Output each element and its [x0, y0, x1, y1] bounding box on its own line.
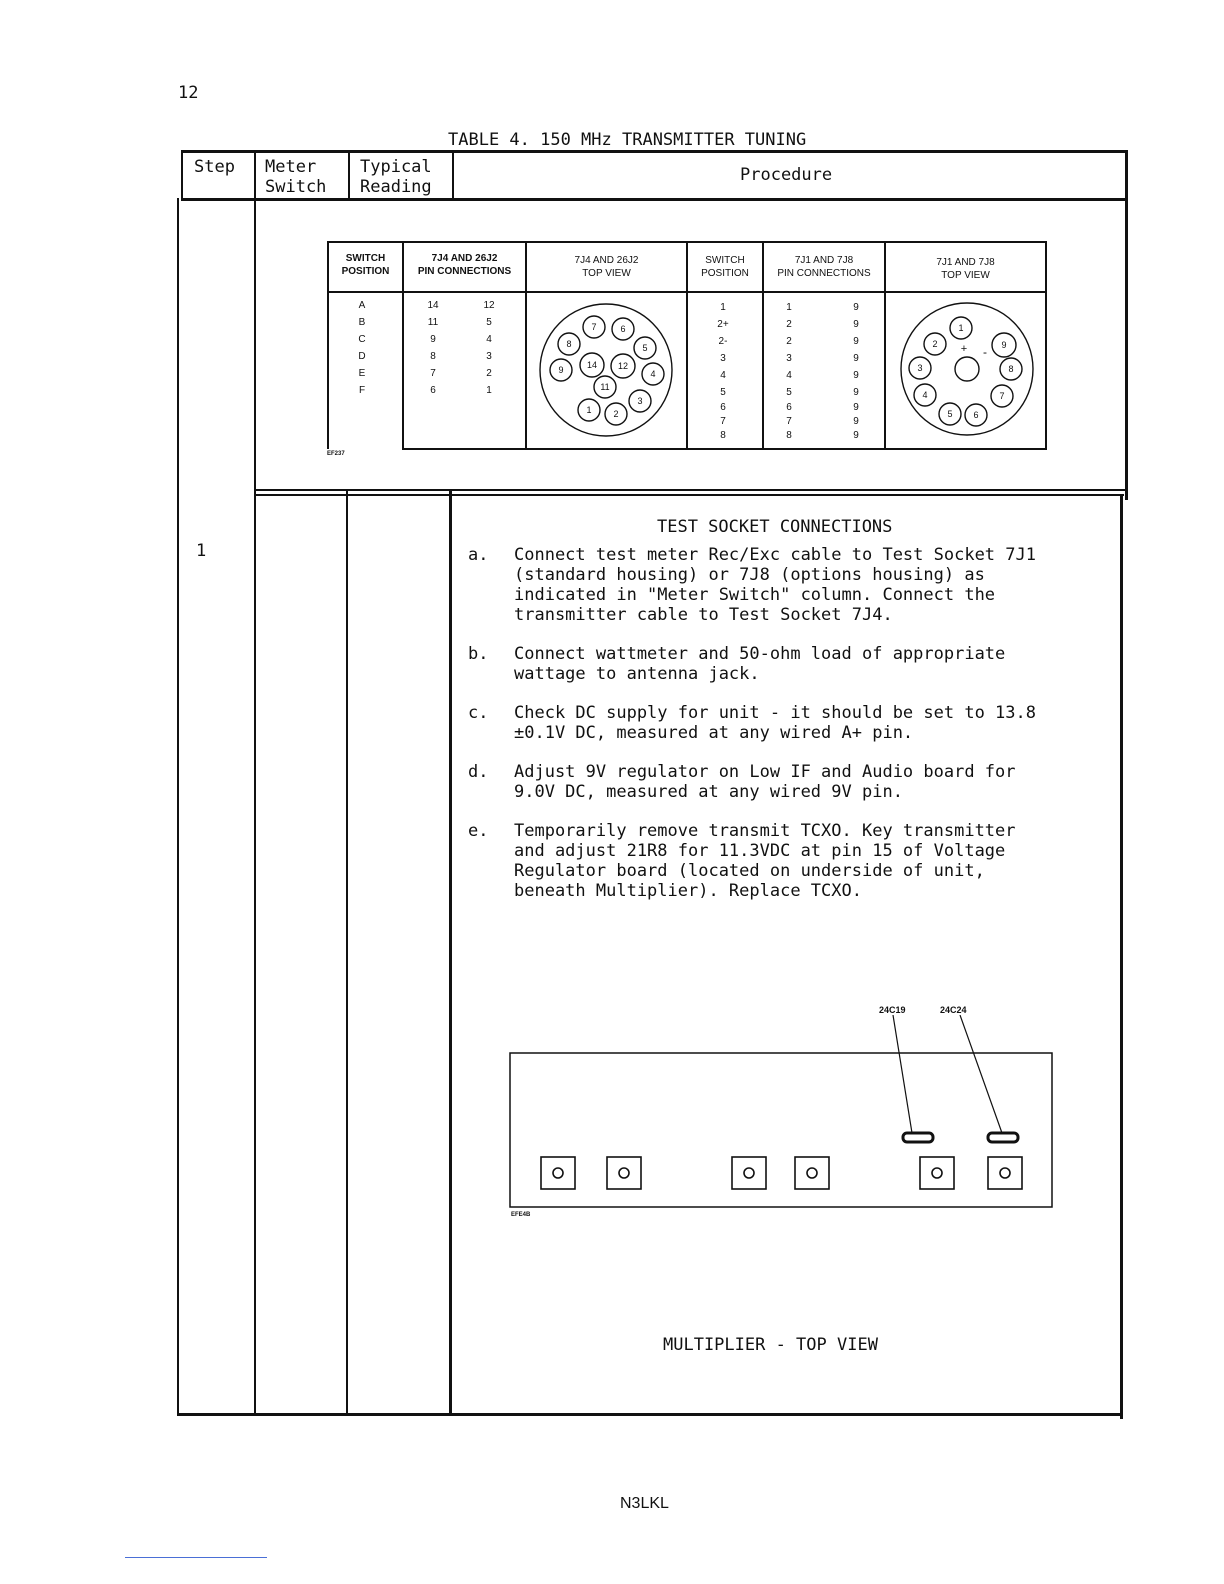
pin-8: 8	[1008, 364, 1014, 374]
pin-11: 11	[600, 382, 610, 392]
label-24c19: 24C19	[879, 1005, 906, 1015]
minus-sign: -	[983, 345, 987, 359]
pin-1: 1	[586, 405, 592, 415]
capacitor-24c19	[903, 1133, 933, 1142]
step-b-text: Connect wattmeter and 50-ohm load of appropriate wattage to antenna jack.	[514, 644, 1006, 684]
right-pins-b: 9 9 9 9 9 9 9 9 9	[853, 302, 859, 441]
pin-5: 5	[642, 343, 648, 353]
multiplier-board	[510, 1053, 1052, 1207]
step-c-letter: c.	[468, 703, 489, 723]
pin-14: 14	[586, 360, 598, 370]
label-24c24: 24C24	[940, 1005, 967, 1015]
header-step: Step	[194, 157, 235, 177]
step-number: 1	[196, 541, 207, 561]
header-procedure: Procedure	[740, 165, 833, 185]
col-7j1-top-view: 7J1 AND 7J8 TOP VIEW	[936, 257, 995, 281]
pin-3: 3	[917, 363, 923, 373]
pin-6: 6	[620, 324, 626, 334]
pin-5: 5	[947, 409, 953, 419]
col-7j1-pin-connections: 7J1 AND 7J8 PIN CONNECTIONS	[777, 255, 871, 279]
left-pins-b: 12 5 4 3 2 1	[483, 300, 495, 396]
pin-2: 2	[613, 409, 619, 419]
step-b-letter: b.	[468, 644, 489, 664]
left-positions: A B C D E F	[358, 300, 366, 396]
step-a-letter: a.	[468, 545, 489, 565]
pin-12: 12	[617, 361, 629, 371]
col-switch-position-right: SWITCH POSITION	[701, 255, 749, 279]
step-d-text: Adjust 9V regulator on Low IF and Audio board for 9.0V DC, measured at any wired 9V pin.	[514, 762, 1016, 802]
multiplier-diagram	[505, 1015, 1060, 1215]
right-positions: 1 2+ 2- 3 4 5 6 7 8	[717, 302, 729, 441]
header-typical-reading: Typical Reading	[360, 157, 432, 197]
page-number: 12	[178, 83, 199, 103]
footer-rule	[125, 1557, 267, 1558]
pin-2: 2	[932, 339, 938, 349]
diagram-ref: EFE4B	[511, 1212, 531, 1218]
pin-table-ref: EF237	[327, 451, 345, 457]
step-e-text: Temporarily remove transmit TCXO. Key transmitter and adjust 21R8 for 11.3VDC at pin 15 of Voltage Regulator board (located on underside of unit, beneath Multiplier). Replace TCXO.	[514, 821, 1016, 901]
step-c-text: Check DC supply for unit - it should be set to 13.8 ±0.1V DC, measured at any wired A+ pin.	[514, 703, 1036, 743]
step-e-letter: e.	[468, 821, 489, 841]
pin-3: 3	[637, 396, 643, 406]
socket-7j4-diagram	[527, 295, 686, 447]
pin-4: 4	[922, 390, 928, 400]
step-a-text: Connect test meter Rec/Exc cable to Test Socket 7J1 (standard housing) or 7J8 (options housing) as indicated in "Meter Switch" column. Connect the transmitter cable to Test Socket 7J4.	[514, 545, 1036, 625]
pin-8: 8	[566, 339, 572, 349]
left-pins-a: 14 11 9 8 7 6	[427, 300, 439, 396]
header-meter-switch: Meter Switch	[265, 157, 327, 197]
pin-4: 4	[650, 369, 656, 379]
diagram-caption: MULTIPLIER - TOP VIEW	[663, 1335, 878, 1355]
socket-7j1-diagram	[886, 295, 1045, 447]
pin-6: 6	[973, 410, 979, 420]
col-7j4-top-view: 7J4 AND 26J2 TOP VIEW	[574, 255, 639, 279]
pin-9: 9	[1001, 340, 1007, 350]
section-heading: TEST SOCKET CONNECTIONS	[657, 517, 893, 537]
pin-7: 7	[999, 391, 1005, 401]
col-7j4-pin-connections: 7J4 AND 26J2 PIN CONNECTIONS	[417, 253, 512, 277]
pin-1: 1	[958, 323, 964, 333]
footer-callsign: N3LKL	[620, 1495, 669, 1512]
leader-24c19	[893, 1015, 912, 1133]
pin-9: 9	[558, 365, 564, 375]
col-switch-position-left: SWITCH POSITION	[341, 253, 390, 277]
right-pins-a: 1 2 2 3 4 5 6 7 8	[786, 302, 792, 441]
plus-sign: +	[960, 343, 968, 355]
pin-7: 7	[591, 322, 597, 332]
table-title: TABLE 4. 150 MHz TRANSMITTER TUNING	[448, 130, 807, 150]
step-d-letter: d.	[468, 762, 489, 782]
leader-24c24	[960, 1015, 1002, 1133]
capacitor-24c24	[988, 1133, 1018, 1142]
